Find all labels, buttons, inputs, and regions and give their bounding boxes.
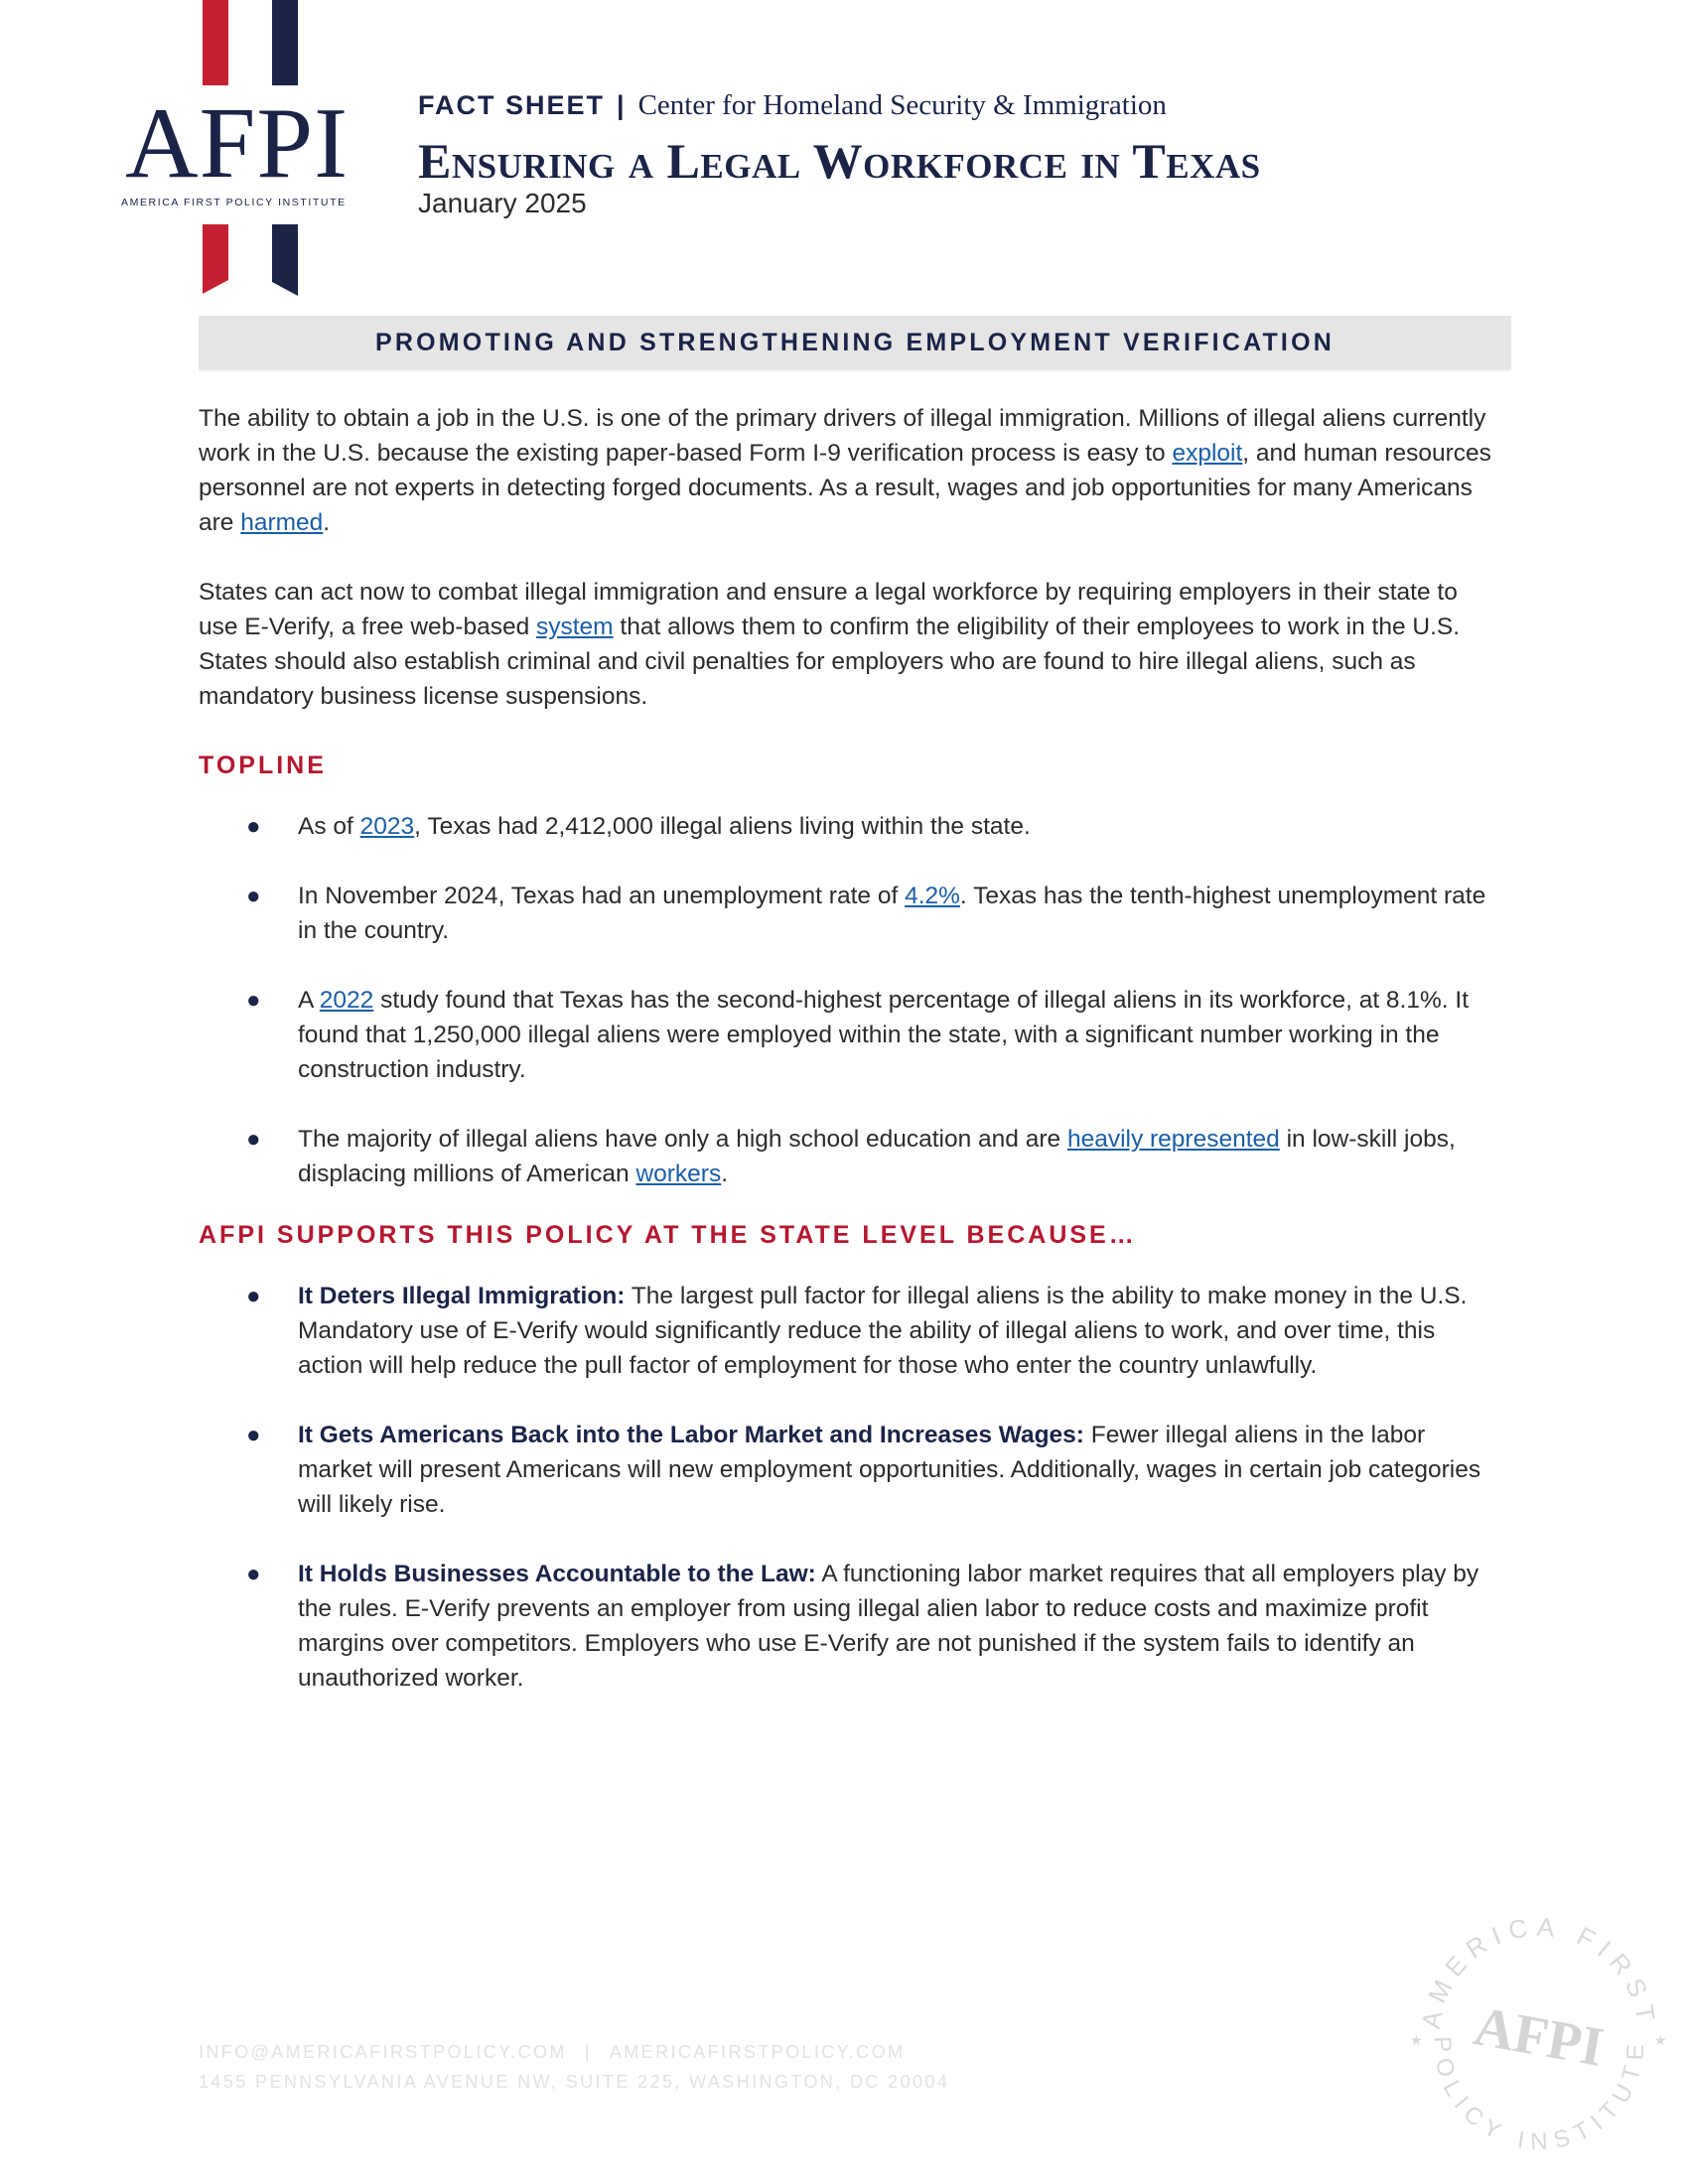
- seal-star-icon: ★: [1654, 2032, 1667, 2048]
- bullet-icon: ●: [246, 883, 261, 909]
- page-footer: [199, 2037, 949, 2097]
- logo-stripe-bottom: [203, 224, 302, 296]
- link-2023[interactable]: 2023: [359, 813, 415, 840]
- logo-tagline: AMERICA FIRST POLICY INSTITUTE: [121, 197, 347, 208]
- bullet-icon: ●: [246, 1561, 261, 1587]
- seal-bottom-text: POLICY INSTITUTE: [1428, 2035, 1650, 2156]
- fact-sheet-label: FACT SHEET: [418, 90, 606, 120]
- logo-stripe-red-top: [203, 0, 228, 85]
- link-harmed[interactable]: harmed: [240, 509, 324, 536]
- seal-star-icon: ★: [1410, 2032, 1423, 2048]
- seal-top-text: AMERICA FIRST: [1415, 1911, 1663, 2031]
- bullet-icon: ●: [246, 1126, 261, 1153]
- list-item: ● A 2022 study found that Texas has the second-highest percentage of illegal aliens in its workforce, at 8.1%. It found that 1,250,000 illegal aliens were employed within the state, with a significant number working in the construction industry.: [199, 983, 1499, 1087]
- link-workers[interactable]: workers: [635, 1160, 722, 1187]
- topline-heading: TOPLINE: [199, 751, 327, 779]
- logo-stripe-navy-top: [272, 0, 298, 85]
- afpi-logo: [119, 0, 377, 298]
- link-heavily-represented[interactable]: heavily represented: [1066, 1126, 1280, 1153]
- supports-list: [199, 1279, 1499, 1696]
- supports-heading: AFPI SUPPORTS THIS POLICY AT THE STATE LEVEL BECAUSE…: [199, 1221, 1137, 1249]
- logo-wordmark: AFPI: [125, 87, 350, 200]
- center-name: Center for Homeland Security & Immigration: [637, 89, 1167, 121]
- footer-address: 1455 PENNSYLVANIA AVENUE NW, SUITE 225, WASHINGTON, DC 20004: [199, 2072, 950, 2092]
- bullet-icon: ●: [246, 1422, 261, 1448]
- bullet-icon: ●: [246, 1283, 261, 1309]
- footer-website: AMERICAFIRSTPOLICY.COM: [609, 2042, 906, 2062]
- afpi-seal-watermark: [1390, 1886, 1688, 2184]
- topline-list: [199, 809, 1499, 1191]
- link-unemployment-rate[interactable]: 4.2%: [905, 883, 960, 909]
- footer-separator: |: [584, 2042, 592, 2062]
- bullet-icon: ●: [246, 987, 261, 1014]
- link-2022[interactable]: 2022: [319, 987, 374, 1014]
- list-item: ● It Holds Businesses Accountable to the Law: A functioning labor market requires that all employers play by the rules. E-Verify prevents an employer from using illegal alien labor to reduce costs and maximize profit margins over competitors. Employers who use E-Verify are not punished if the system fails to identify an unauthorized worker.: [199, 1557, 1499, 1696]
- footer-contact-line: [199, 2037, 949, 2067]
- list-item: ● The majority of illegal aliens have only a high school education and are heavily represented in low-skill jobs, displacing millions of American workers.: [199, 1122, 1499, 1191]
- list-item: ● In November 2024, Texas had an unemployment rate of 4.2%. Texas has the tenth-highest unemployment rate in the country.: [199, 879, 1499, 948]
- header-kicker-line: [418, 89, 1530, 122]
- main-content: [199, 401, 1499, 1730]
- link-exploit[interactable]: exploit: [1172, 440, 1243, 467]
- header-separator: |: [617, 90, 627, 120]
- document-title: Ensuring a Legal Workforce in Texas: [418, 133, 1261, 189]
- intro-paragraph-1: The ability to obtain a job in the U.S. is one of the primary drivers of illegal immigration. Millions of illegal aliens currently work in the U.S. because the existing paper-based Form I-9 verification process is easy to exploit, and human resources personnel are not experts in detecting forged documents. As a result, wages and job opportunities for many Americans are harmed.: [199, 405, 1491, 536]
- seal-center-text: AFPI: [1469, 1995, 1609, 2079]
- intro-paragraph-2: States can act now to combat illegal immigration and ensure a legal workforce by requiring employers in their state to use E-Verify, a free web-based system that allows them to confirm the eligibility of their employees to work in the U.S. States should also establish criminal and civil penalties for employers who are found to hire illegal aliens, such as mandatory business license suspensions.: [199, 579, 1461, 710]
- list-item: ● It Gets Americans Back into the Labor Market and Increases Wages: Fewer illegal aliens in the labor market will present Americans will new employment opportunities. Additionally, wages in certain job categories will likely rise.: [199, 1418, 1499, 1522]
- bullet-icon: ●: [246, 813, 261, 840]
- link-system[interactable]: system: [536, 614, 614, 640]
- section-banner: PROMOTING AND STRENGTHENING EMPLOYMENT VERIFICATION: [199, 316, 1511, 371]
- document-date: January 2025: [418, 188, 587, 218]
- list-item: ● As of 2023, Texas had 2,412,000 illegal aliens living within the state.: [199, 809, 1499, 844]
- document-header: [418, 89, 1530, 219]
- list-item: ● It Deters Illegal Immigration: The largest pull factor for illegal aliens is the ability to make money in the U.S. Mandatory use of E-Verify would significantly reduce the ability of illegal aliens to work, and over time, this action will help reduce the pull factor of employment for those who enter the country unlawfully.: [199, 1279, 1499, 1383]
- footer-email: INFO@AMERICAFIRSTPOLICY.COM: [199, 2042, 567, 2062]
